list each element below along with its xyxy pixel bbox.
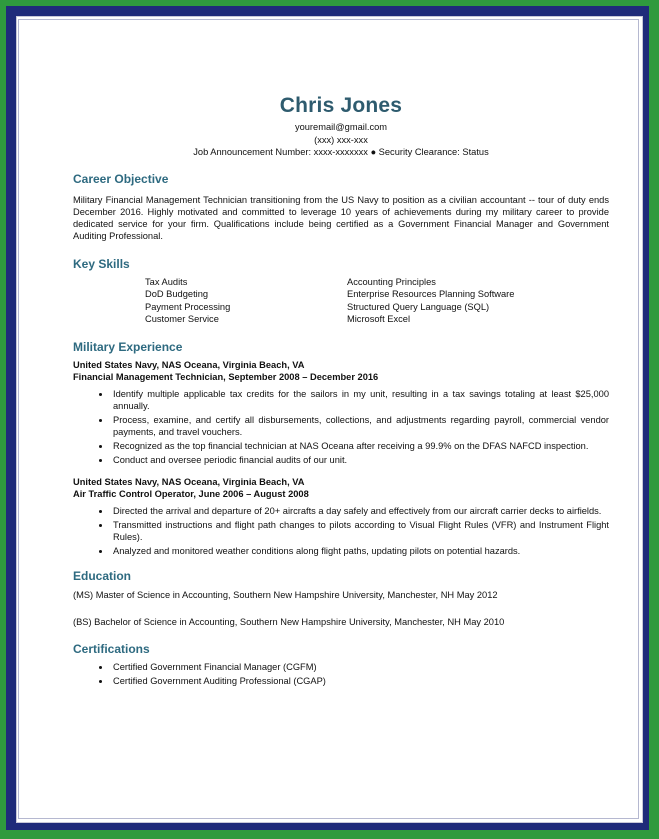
skill-item: Enterprise Resources Planning Software (347, 289, 515, 300)
job-entry (73, 476, 609, 557)
list-item: • Recognized as the top financial technician at NAS Oceana after receiving a 99.9% on the DFAS NAFCD inspection. (111, 440, 609, 452)
contact-block (73, 121, 609, 159)
section-heading-skills: Key Skills (73, 256, 130, 271)
contact-phone: (xxx) xxx-xxx (314, 134, 368, 145)
job-org: United States Navy, NAS Oceana, Virginia Beach, VA (73, 359, 305, 370)
skill-item: Accounting Principles (347, 276, 436, 287)
objective-text: Military Financial Management Technician transitioning from the US Navy to position as a civilian accountant -- tour of duty ends December 2016. Highly motivated and committed to leverage 10 years of achievements during my military career to provide dedicated service for your firm. Qualifications include being certified as a Government Financial Manager and Government Auditing Professional. (73, 194, 609, 242)
skill-item: Microsoft Excel (347, 314, 411, 325)
job-org: United States Navy, NAS Oceana, Virginia Beach, VA (73, 476, 305, 487)
job-title: Financial Management Technician, September 2008 – December 2016 (73, 372, 379, 383)
skill-item: Structured Query Language (SQL) (347, 301, 490, 312)
education-item: (MS) Master of Science in Accounting, Southern New Hampshire University, Manchester, NH May 2012 (73, 590, 498, 601)
skill-item: DoD Budgeting (145, 289, 209, 300)
section-heading-certifications: Certifications (73, 642, 150, 657)
list-item: • Transmitted instructions and flight path changes to pilots according to Visual Flight Rules (VFR) and Instrument Flight Rules). (111, 519, 609, 544)
resume-page (16, 16, 643, 823)
list-item: • Analyzed and monitored weather conditions along flight paths, updating pilots on potential hazards. (111, 545, 609, 557)
list-item: • Certified Government Auditing Professional (CGAP) (111, 675, 609, 687)
job-bullets (73, 505, 609, 557)
certification-list (73, 661, 609, 687)
job-title: Air Traffic Control Operator, June 2006 – August 2008 (73, 489, 309, 500)
skills-grid (145, 276, 609, 326)
list-item: • Certified Government Financial Manager (CGFM) (111, 661, 609, 673)
section-heading-objective: Career Objective (73, 171, 169, 186)
list-item: • Directed the arrival and departure of 20+ aircrafts a day safely and effectively from our aircraft carrier decks to airfields. (111, 505, 609, 517)
list-item: • Identify multiple applicable tax credits for the sailors in my unit, resulting in a tax savings totaling at least $25,000 annually. (111, 388, 609, 413)
resume-content (73, 94, 609, 689)
skill-item: Customer Service (145, 314, 219, 325)
contact-email: youremail@gmail.com (294, 122, 388, 132)
job-bullets (73, 388, 609, 466)
section-heading-experience: Military Experience (73, 339, 183, 354)
list-item: • Process, examine, and certify all disbursements, collections, and adjustments regarding payroll, commercial vendor payments, and travel vouchers. (111, 414, 609, 439)
skill-item: Payment Processing (145, 301, 231, 312)
job-entry (73, 359, 609, 466)
section-heading-education: Education (73, 569, 132, 584)
outer-frame (6, 6, 649, 830)
skill-item: Tax Audits (145, 276, 188, 287)
job-announcement-line: Job Announcement Number: xxxx-xxxxxxx ● Security Clearance: Status (193, 147, 489, 157)
resume-name: Chris Jones (279, 94, 403, 117)
list-item: • Conduct and oversee periodic financial audits of our unit. (111, 454, 609, 466)
education-item: (BS) Bachelor of Science in Accounting, Southern New Hampshire University, Manchester, NH May 2010 (73, 616, 505, 627)
